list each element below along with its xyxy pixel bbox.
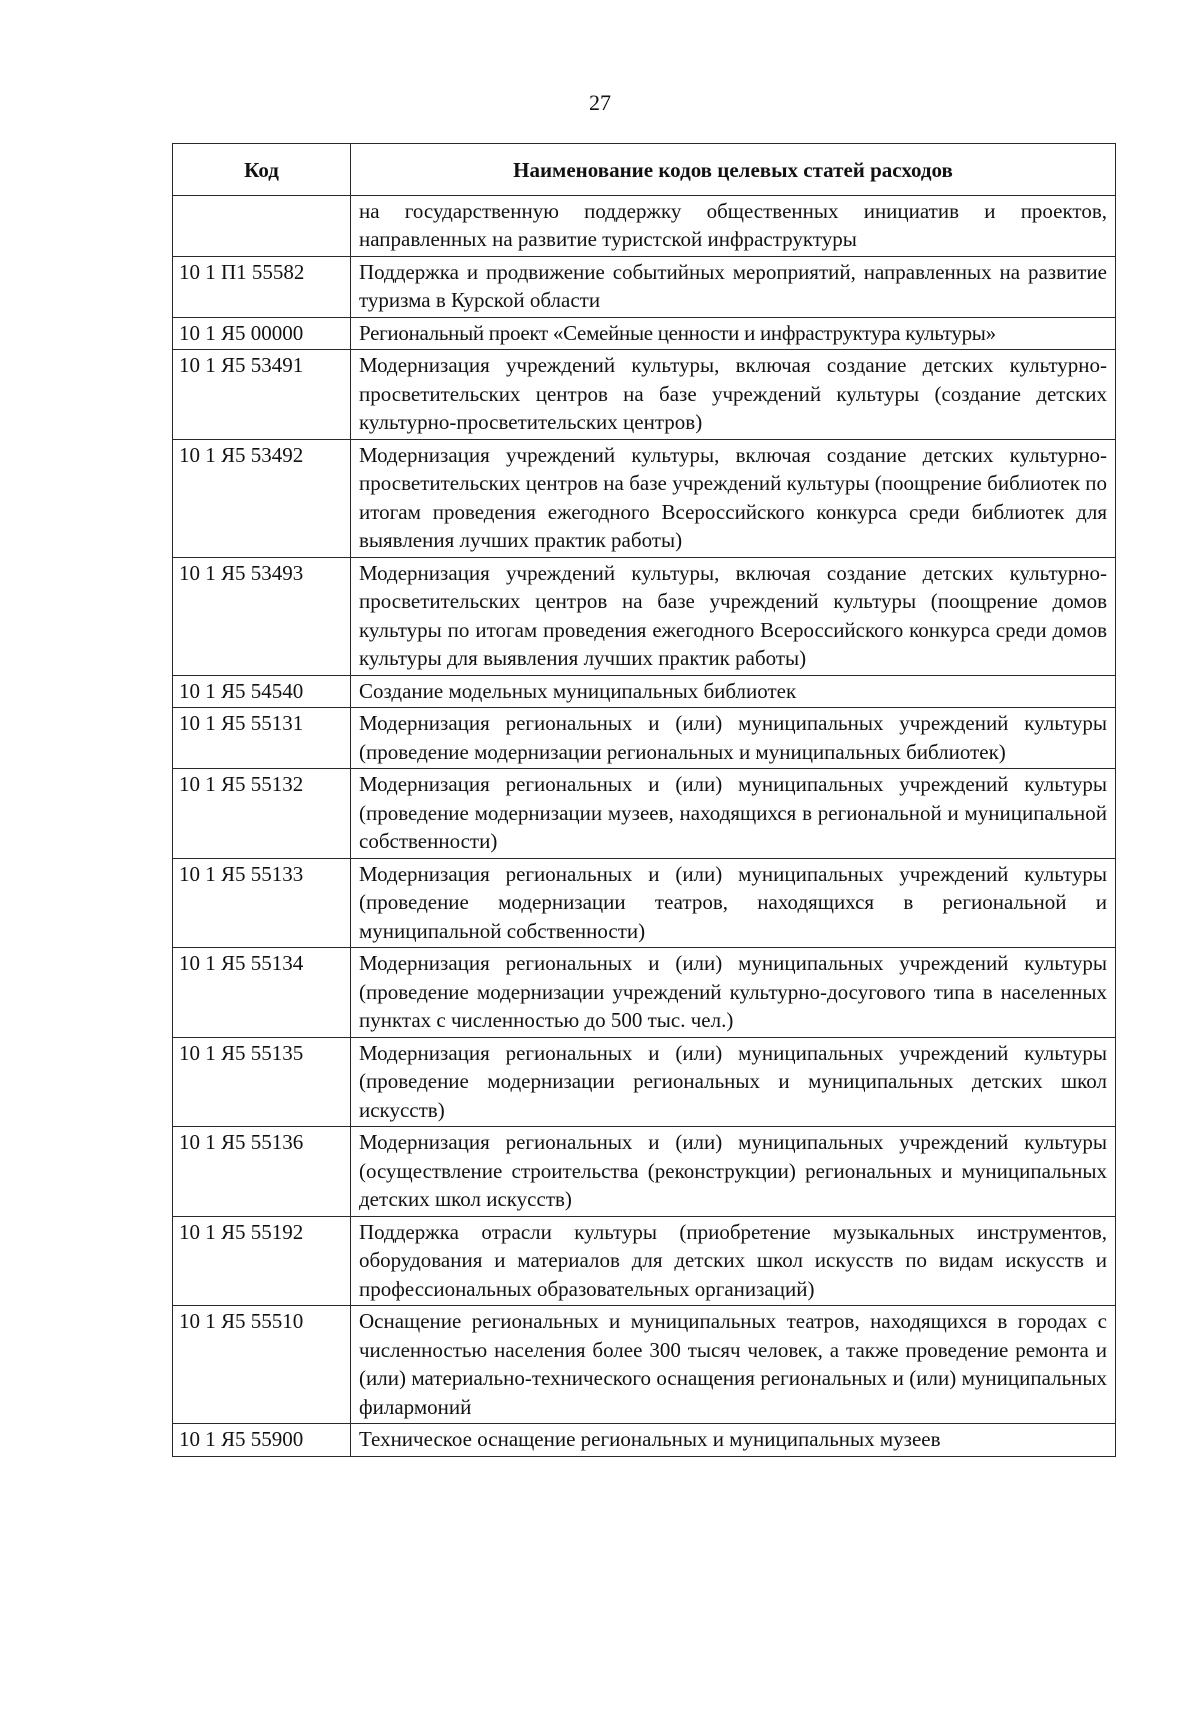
table-row: [173, 350, 1116, 440]
table-row: [173, 769, 1116, 859]
row-code: 10 1 Я5 55134: [173, 948, 351, 1038]
row-code: 10 1 Я5 53493: [173, 557, 351, 675]
row-code: [173, 195, 351, 256]
row-code: 10 1 Я5 55900: [173, 1424, 351, 1457]
target-expense-codes-table: [172, 143, 1116, 1457]
row-code: 10 1 Я5 55133: [173, 858, 351, 948]
row-name: Региональный проект «Семейные ценности и инфраструктура культуры»: [351, 317, 1116, 350]
table-row: [173, 195, 1116, 256]
row-code: 10 1 Я5 53492: [173, 439, 351, 557]
page-number: 27: [589, 90, 611, 115]
row-name: Модернизация региональных и (или) муниципальных учреждений культуры (проведение модернизации музеев, находящихся в региональной и муниципальной собственности): [351, 769, 1116, 859]
row-name: Оснащение региональных и муниципальных театров, находящихся в городах с численностью населения более 300 тысяч человек, а также проведение ремонта и (или) материально-технического оснащения региональных и (или) муниципальных филармоний: [351, 1306, 1116, 1424]
row-code: 10 1 Я5 53491: [173, 350, 351, 440]
row-name: Поддержка и продвижение событийных мероприятий, направленных на развитие туризма в Курской области: [351, 256, 1116, 317]
table-row: [173, 708, 1116, 769]
row-name: Модернизация учреждений культуры, включая создание детских культурно-просветительских центров на базе учреждений культуры (поощрение домов культуры по итогам проведения ежегодного Всероссийского конкурса среди домов культуры для выявления лучших практик работы): [351, 557, 1116, 675]
row-name: Создание модельных муниципальных библиотек: [351, 675, 1116, 708]
row-name: Модернизация учреждений культуры, включая создание детских культурно-просветительских центров на базе учреждений культуры (поощрение библиотек по итогам проведения ежегодного Всероссийского конкурса среди библиотек для выявления лучших практик работы): [351, 439, 1116, 557]
table-row: [173, 557, 1116, 675]
table-row: [173, 1216, 1116, 1306]
row-code: 10 1 Я5 55135: [173, 1037, 351, 1127]
row-code: 10 1 Я5 00000: [173, 317, 351, 350]
table-row: [173, 1306, 1116, 1424]
table-header-row: [173, 144, 1116, 196]
row-name: Поддержка отрасли культуры (приобретение музыкальных инструментов, оборудования и материалов для детских школ искусств по видам искусств и профессиональных образовательных организаций): [351, 1216, 1116, 1306]
row-name: Модернизация региональных и (или) муниципальных учреждений культуры (проведение модернизации региональных и муниципальных библиотек): [351, 708, 1116, 769]
table-row: [173, 1127, 1116, 1217]
row-code: 10 1 Я5 54540: [173, 675, 351, 708]
row-name: Модернизация учреждений культуры, включая создание детских культурно-просветительских центров на базе учреждений культуры (создание детских культурно-просветительских центров): [351, 350, 1116, 440]
row-name: Техническое оснащение региональных и муниципальных музеев: [351, 1424, 1116, 1457]
table-row: [173, 439, 1116, 557]
table-row: [173, 948, 1116, 1038]
row-code: 10 1 Я5 55136: [173, 1127, 351, 1217]
row-code: 10 1 Я5 55131: [173, 708, 351, 769]
row-name: Модернизация региональных и (или) муниципальных учреждений культуры (осуществление строительства (реконструкции) региональных и муниципальных детских школ искусств): [351, 1127, 1116, 1217]
row-code: 10 1 Я5 55192: [173, 1216, 351, 1306]
row-code: 10 1 Я5 55132: [173, 769, 351, 859]
row-name: на государственную поддержку общественных инициатив и проектов, направленных на развитие туристской инфраструктуры: [351, 195, 1116, 256]
column-header-code: Код: [173, 144, 351, 196]
column-header-name: Наименование кодов целевых статей расходов: [351, 144, 1116, 196]
table-row: [173, 317, 1116, 350]
row-name: Модернизация региональных и (или) муниципальных учреждений культуры (проведение модернизации учреждений культурно-досугового типа в населенных пунктах с численностью до 500 тыс. чел.): [351, 948, 1116, 1038]
table-row: [173, 256, 1116, 317]
table-row: [173, 858, 1116, 948]
table-row: [173, 1037, 1116, 1127]
row-name: Модернизация региональных и (или) муниципальных учреждений культуры (проведение модернизации региональных и муниципальных детских школ искусств): [351, 1037, 1116, 1127]
table-row: [173, 675, 1116, 708]
row-code: 10 1 Я5 55510: [173, 1306, 351, 1424]
table-row: [173, 1424, 1116, 1457]
row-code: 10 1 П1 55582: [173, 256, 351, 317]
row-name: Модернизация региональных и (или) муниципальных учреждений культуры (проведение модернизации театров, находящихся в региональной и муниципальной собственности): [351, 858, 1116, 948]
